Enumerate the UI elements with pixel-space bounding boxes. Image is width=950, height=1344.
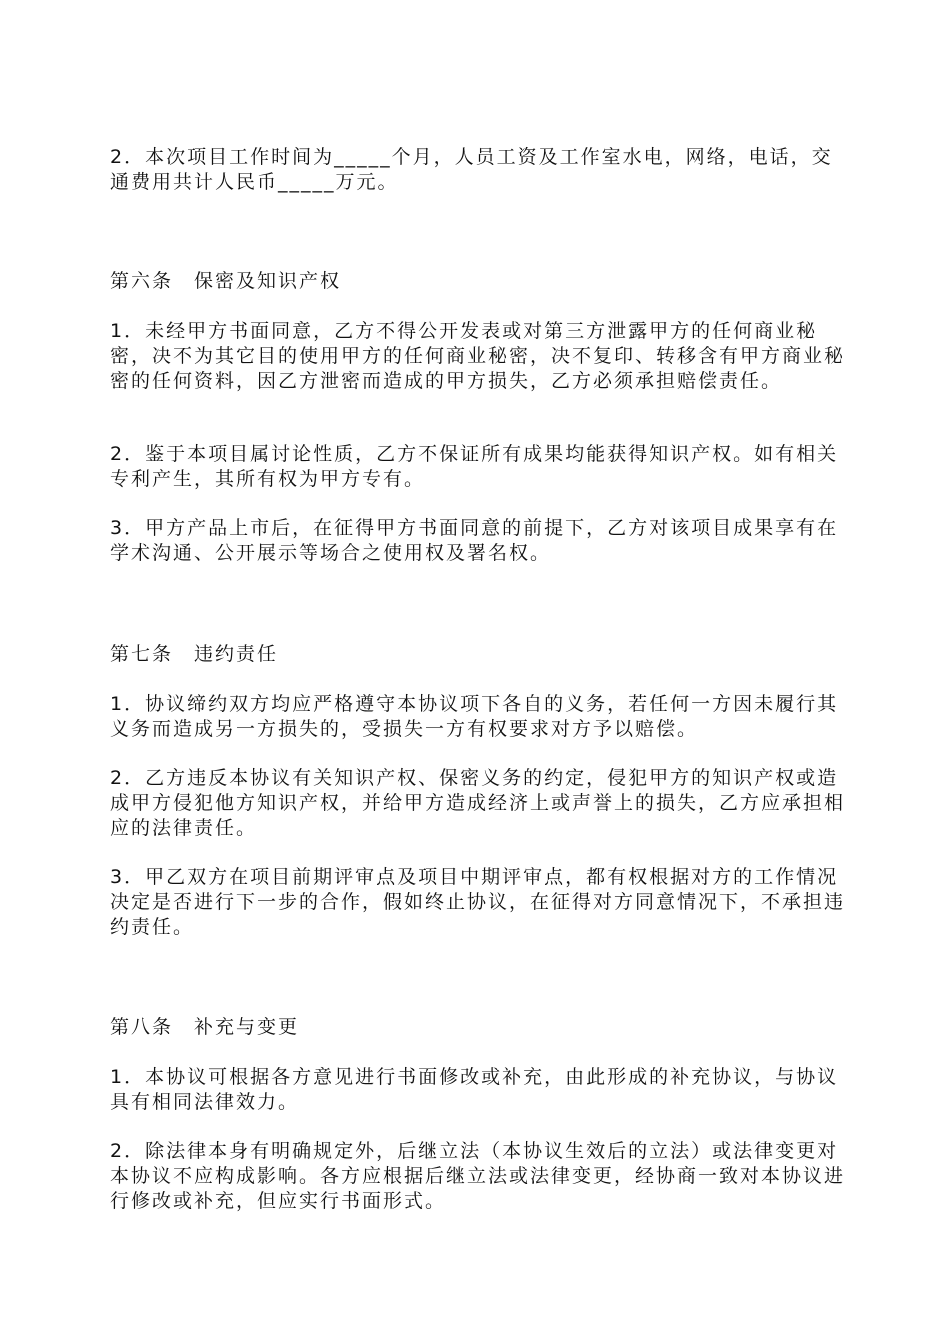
article-6-item-2: 2．鉴于本项目属讨论性质，乙方不保证所有成果均能获得知识产权。如有相关专利产生，其所有权为甲方专有。 <box>110 443 839 490</box>
article-8-item-1: 1．本协议可根据各方意见进行书面修改或补充，由此形成的补充协议，与协议具有相同法律效力。 <box>110 1066 839 1113</box>
article-8-heading: 第八条 补充与变更 <box>110 1016 300 1038</box>
article-7-heading: 第七条 违约责任 <box>110 643 279 665</box>
clause-5-item-2: 2．本次项目工作时间为_____个月，人员工资及工作室水电，网络，电话，交通费用共计人民币_____万元。 <box>110 146 833 193</box>
article-6-heading: 第六条 保密及知识产权 <box>110 270 342 292</box>
article-8-item-2: 2．除法律本身有明确规定外，后继立法（本协议生效后的立法）或法律变更对本协议不应构成影响。各方应根据后继立法或法律变更，经协商一致对本协议进行修改或补充，但应实行书面形式。 <box>110 1140 846 1212</box>
article-6-item-3: 3．甲方产品上市后，在征得甲方书面同意的前提下，乙方对该项目成果享有在学术沟通、公开展示等场合之使用权及署名权。 <box>110 517 839 564</box>
article-7-item-1: 1．协议缔约双方均应严格遵守本协议项下各自的义务，若任何一方因未履行其义务而造成另一方损失的，受损失一方有权要求对方予以赔偿。 <box>110 693 839 740</box>
article-7-item-2: 2．乙方违反本协议有关知识产权、保密义务的约定，侵犯甲方的知识产权或造成甲方侵犯他方知识产权，并给甲方造成经济上或声誉上的损失，乙方应承担相应的法律责任。 <box>110 767 846 839</box>
article-6-item-1: 1．未经甲方书面同意，乙方不得公开发表或对第三方泄露甲方的任何商业秘密，决不为其它目的使用甲方的任何商业秘密，决不复印、转移含有甲方商业秘密的任何资料，因乙方泄密而造成的甲方损失，乙方必须承担赔偿责任。 <box>110 320 846 392</box>
article-7-item-3: 3．甲乙双方在项目前期评审点及项目中期评审点，都有权根据对方的工作情况决定是否进行下一步的合作，假如终止协议，在征得对方同意情况下，不承担违约责任。 <box>110 866 846 938</box>
